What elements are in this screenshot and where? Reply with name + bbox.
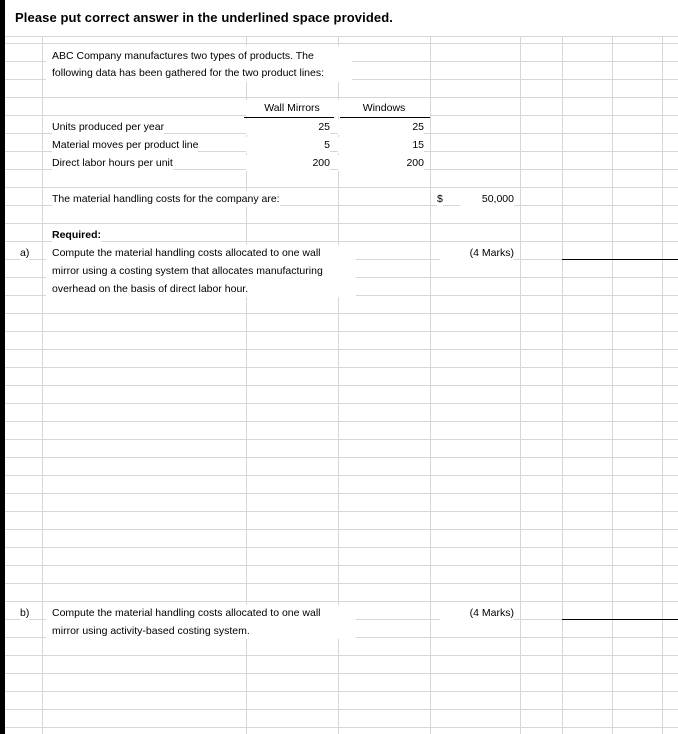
- material-handling-label: The material handling costs for the company are:: [52, 193, 280, 205]
- question-a-text: [46, 245, 356, 297]
- question-a-line-2: mirror using a costing system that allocates manufacturing: [52, 265, 323, 277]
- column-header-wall-mirrors: Wall Mirrors: [246, 100, 338, 116]
- cell-units-windows: 25: [338, 119, 424, 135]
- currency-symbol: $: [437, 193, 443, 205]
- question-a-letter: a): [20, 247, 30, 259]
- question-b-letter: b): [20, 607, 30, 619]
- question-b-marks: (4 Marks): [440, 605, 514, 621]
- column-divider: [562, 0, 563, 734]
- column-divider: [430, 0, 431, 734]
- header-underline: [244, 117, 334, 118]
- column-divider: [520, 0, 521, 734]
- cell-units-wall-mirrors: 25: [246, 119, 330, 135]
- row-label-labor-hours: Direct labor hours per unit: [52, 157, 173, 169]
- intro-line-1: ABC Company manufactures two types of products. The: [52, 50, 314, 62]
- question-b-line-2: mirror using activity-based costing system.: [52, 625, 250, 637]
- cell-moves-wall-mirrors: 5: [246, 137, 330, 153]
- column-divider: [612, 0, 613, 734]
- column-divider: [662, 0, 663, 734]
- instruction-header: [5, 0, 678, 37]
- page-title: Please put correct answer in the underlined space provided.: [15, 10, 393, 25]
- question-a-line-3: overhead on the basis of direct labor hour.: [52, 283, 249, 295]
- column-header-windows: Windows: [338, 100, 430, 116]
- cell-moves-windows: 15: [338, 137, 424, 153]
- column-divider: [42, 0, 43, 734]
- row-header-bar: [0, 0, 5, 734]
- material-handling-amount: 50,000: [460, 191, 514, 207]
- header-underline: [340, 117, 430, 118]
- answer-b-underline[interactable]: [562, 619, 678, 620]
- row-label-units: Units produced per year: [52, 121, 165, 133]
- intro-line-2: following data has been gathered for the two product lines:: [52, 67, 325, 79]
- question-b-line-1: Compute the material handling costs allocated to one wall: [52, 607, 321, 619]
- question-a-marks: (4 Marks): [440, 245, 514, 261]
- intro-block: [46, 46, 352, 82]
- question-b-text: [46, 605, 356, 639]
- required-label: Required:: [52, 229, 102, 241]
- cell-hours-windows: 200: [338, 155, 424, 171]
- cell-hours-wall-mirrors: 200: [246, 155, 330, 171]
- row-label-material-moves: Material moves per product line: [52, 139, 199, 151]
- question-a-line-1: Compute the material handling costs allocated to one wall: [52, 247, 321, 259]
- answer-a-underline[interactable]: [562, 259, 678, 260]
